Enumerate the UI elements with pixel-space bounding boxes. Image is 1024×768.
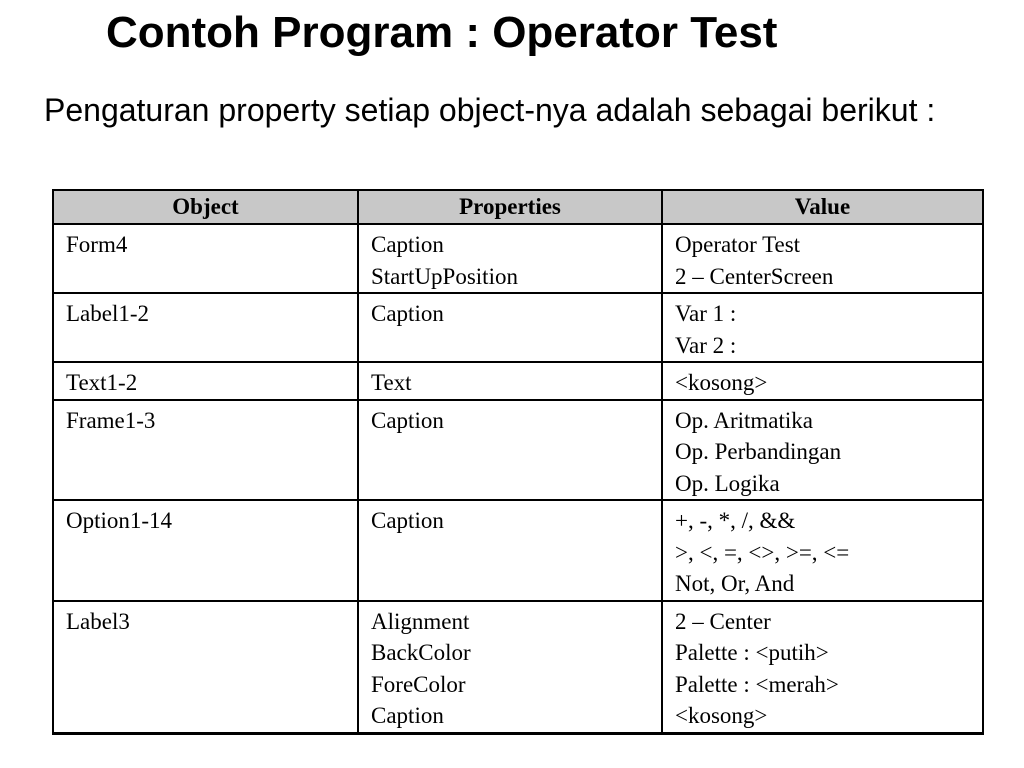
table-row <box>53 500 983 601</box>
slide-title: Contoh Program : Operator Test <box>106 8 778 57</box>
property-value: +, -, *, /, && <box>675 508 796 533</box>
property-value: Not, Or, And <box>675 571 795 596</box>
property-name: Caption <box>371 232 444 257</box>
object-name: Option1-14 <box>66 508 173 533</box>
object-cell <box>53 500 358 601</box>
property-value: Op. Logika <box>675 470 780 496</box>
property-name: Caption <box>371 508 444 533</box>
header-row <box>53 190 983 224</box>
table-row <box>53 362 983 400</box>
properties-cell <box>358 500 662 601</box>
property-value: 2 – CenterScreen <box>675 263 834 289</box>
property-value: <kosong> <box>675 703 768 728</box>
property-name: StartUpPosition <box>371 263 518 289</box>
object-name: Frame1-3 <box>66 407 156 433</box>
properties-cell <box>358 224 662 293</box>
header-properties: Properties <box>358 190 662 224</box>
property-name: Caption <box>371 407 444 433</box>
intro-text: Pengaturan property setiap object-nya adalah sebagai berikut : <box>44 92 936 128</box>
property-value: Var 1 : <box>675 301 737 326</box>
property-value: <kosong> <box>675 370 768 395</box>
object-name: Label3 <box>66 608 130 634</box>
table-row <box>53 400 983 501</box>
object-cell <box>53 400 358 501</box>
table-row <box>53 293 983 362</box>
property-value: Op. Perbandingan <box>675 439 842 464</box>
value-cell <box>662 400 983 501</box>
property-name: Caption <box>371 301 444 326</box>
value-cell <box>662 362 983 400</box>
property-name: Alignment <box>371 608 470 634</box>
property-value: Operator Test <box>675 232 801 257</box>
property-value: Palette : <merah> <box>675 671 839 697</box>
object-name: Label1-2 <box>66 301 150 326</box>
object-cell <box>53 601 358 734</box>
object-name: Text1-2 <box>66 370 138 395</box>
properties-cell <box>358 362 662 400</box>
table-row <box>53 601 983 734</box>
properties-cell <box>358 400 662 501</box>
value-cell <box>662 500 983 601</box>
object-cell <box>53 224 358 293</box>
property-table <box>52 189 984 735</box>
property-value: Var 2 : <box>675 332 737 358</box>
properties-cell <box>358 293 662 362</box>
table-row <box>53 224 983 293</box>
object-cell <box>53 362 358 400</box>
property-name: Caption <box>371 703 444 728</box>
value-cell <box>662 601 983 734</box>
property-value: Palette : <putih> <box>675 640 829 665</box>
value-cell <box>662 224 983 293</box>
property-name: Text <box>371 370 412 395</box>
object-cell <box>53 293 358 362</box>
property-value: Op. Aritmatika <box>675 407 813 433</box>
header-object: Object <box>53 190 358 224</box>
header-value: Value <box>662 190 983 224</box>
object-name: Form4 <box>66 232 128 257</box>
properties-cell <box>358 601 662 734</box>
property-value: >, <, =, <>, >=, <= <box>675 539 850 565</box>
property-name: BackColor <box>371 640 471 665</box>
value-cell <box>662 293 983 362</box>
property-name: ForeColor <box>371 671 466 697</box>
property-value: 2 – Center <box>675 608 771 634</box>
